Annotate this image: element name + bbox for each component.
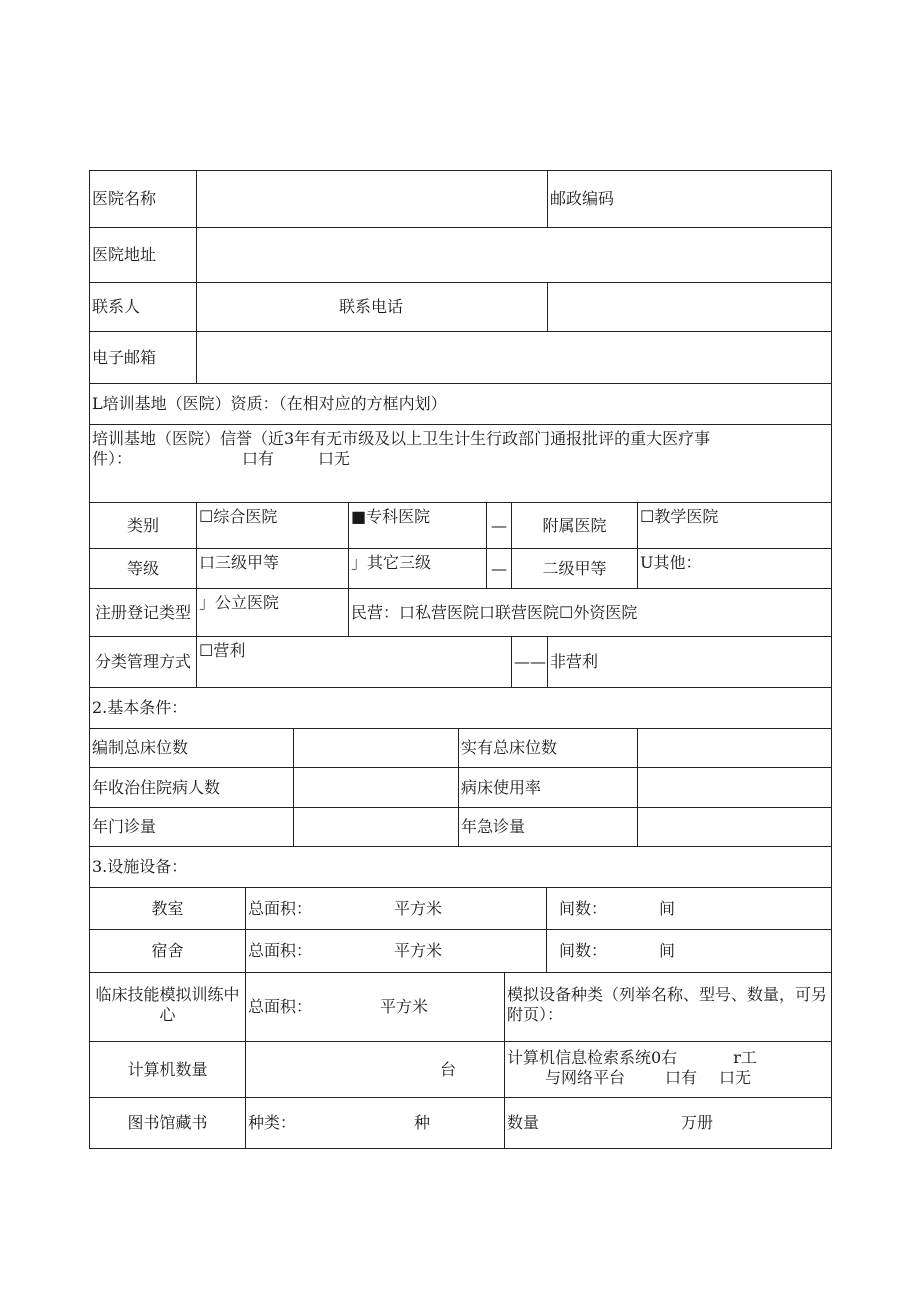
dormitory-label: 宿舍 bbox=[90, 930, 246, 973]
phone-label: 联系电话 bbox=[338, 297, 403, 316]
library-label: 图书馆藏书 bbox=[90, 1098, 246, 1149]
category-general-option[interactable]: ☐综合医院 bbox=[197, 503, 349, 549]
qualification-heading: L培训基地（医院）资质：（在相对应的方框内划） bbox=[90, 384, 832, 425]
library-quantity-label: 数量 bbox=[507, 1113, 540, 1132]
actual-beds-label: 实有总床位数 bbox=[459, 729, 638, 768]
category-teaching-option[interactable]: ☐教学医院 bbox=[638, 503, 832, 549]
category-label: 类别 bbox=[90, 503, 197, 549]
actual-beds-field[interactable] bbox=[638, 729, 832, 768]
bed-usage-field[interactable] bbox=[638, 768, 832, 808]
hospital-name-field[interactable] bbox=[197, 171, 548, 228]
contact-person-field[interactable] bbox=[197, 283, 548, 332]
grade-other3-option[interactable]: 」其它三级 bbox=[349, 549, 487, 589]
dormitory-count-cell[interactable] bbox=[547, 930, 832, 973]
qualification-table bbox=[89, 383, 832, 688]
dormitory-area-cell[interactable] bbox=[246, 930, 547, 973]
retrieval-text-c: 与网络平台 bbox=[545, 1068, 626, 1087]
emergency-visits-field[interactable] bbox=[638, 808, 832, 847]
basic-heading: 2.基本条件： bbox=[90, 688, 832, 729]
grade-2a-option[interactable]: 二级甲等 bbox=[512, 549, 638, 589]
management-profit-option[interactable]: ☐营利 bbox=[197, 637, 512, 688]
category-affiliated-option[interactable]: 附属医院 bbox=[512, 503, 638, 549]
reputation-cell bbox=[90, 425, 832, 503]
email-field[interactable] bbox=[197, 332, 832, 384]
contact-info-table bbox=[89, 170, 832, 384]
outpatients-field[interactable] bbox=[294, 808, 459, 847]
dormitory-count-label: 间数： bbox=[559, 941, 608, 960]
emergency-visits-label: 年急诊量 bbox=[459, 808, 638, 847]
basic-conditions-table bbox=[89, 687, 832, 847]
computer-count-label: 计算机数量 bbox=[90, 1042, 246, 1098]
library-quantity-cell[interactable] bbox=[505, 1098, 832, 1149]
classroom-label: 教室 bbox=[90, 888, 246, 930]
classroom-count-label: 间数： bbox=[559, 898, 608, 918]
grade-other-option[interactable]: U其他： bbox=[638, 549, 832, 589]
library-kinds-unit: 种 bbox=[414, 1113, 431, 1132]
planned-beds-label: 编制总床位数 bbox=[90, 729, 294, 768]
bed-usage-label: 病床使用率 bbox=[459, 768, 638, 808]
retrieval-yes-option[interactable]: 口有 bbox=[665, 1068, 698, 1087]
library-quantity-unit: 万册 bbox=[681, 1113, 714, 1132]
email-label: 电子邮箱 bbox=[90, 332, 197, 384]
address-field[interactable] bbox=[197, 228, 832, 283]
dormitory-count-unit: 间 bbox=[659, 941, 676, 960]
inpatients-label: 年收治住院病人数 bbox=[90, 768, 294, 808]
reputation-line2-text: 件）： bbox=[92, 449, 133, 468]
grade-dash: — bbox=[487, 549, 512, 589]
retrieval-line1 bbox=[507, 1048, 829, 1068]
library-kinds-label: 种类： bbox=[248, 1113, 297, 1132]
retrieval-no-option[interactable]: 口无 bbox=[719, 1068, 752, 1087]
retrieval-text-b: r工 bbox=[733, 1048, 757, 1067]
reputation-line1: 培训基地（医院）信誉（近3年有无市级及以上卫生计生行政部门通报批评的重大医疗事 bbox=[92, 429, 711, 448]
simulation-area-cell[interactable] bbox=[246, 973, 505, 1042]
registration-private-options[interactable]: 民营：口私营医院口联营医院☐外资医院 bbox=[349, 589, 832, 637]
management-dash: —— bbox=[512, 637, 548, 688]
contact-person-label: 联系人 bbox=[90, 283, 197, 332]
classroom-count-cell[interactable] bbox=[547, 888, 832, 930]
dormitory-area-label: 总面积： bbox=[248, 941, 313, 960]
grade-3a-option[interactable]: 口三级甲等 bbox=[197, 549, 349, 589]
classroom-count-unit: 间 bbox=[659, 898, 676, 918]
grade-label: 等级 bbox=[90, 549, 197, 589]
reputation-yes-option[interactable]: 口有 bbox=[242, 449, 275, 468]
retrieval-text-a: 计算机信息检索系统0右 bbox=[507, 1048, 678, 1067]
library-kinds-cell[interactable] bbox=[246, 1098, 505, 1149]
outpatients-label: 年门诊量 bbox=[90, 808, 294, 847]
address-label: 医院地址 bbox=[90, 228, 197, 283]
inpatients-field[interactable] bbox=[294, 768, 459, 808]
category-dash: — bbox=[487, 503, 512, 549]
computer-count-field[interactable] bbox=[246, 1042, 505, 1098]
reputation-line2 bbox=[92, 449, 829, 469]
registration-public-option[interactable]: 」公立医院 bbox=[197, 589, 349, 637]
postal-code-label: 邮政编码 bbox=[548, 171, 832, 228]
simulation-area-unit: 平方米 bbox=[380, 997, 429, 1016]
management-nonprofit-option[interactable]: 非营利 bbox=[548, 637, 832, 688]
hospital-name-label: 医院名称 bbox=[90, 171, 197, 228]
planned-beds-field[interactable] bbox=[294, 729, 459, 768]
facilities-table bbox=[89, 846, 832, 1149]
dormitory-area-unit: 平方米 bbox=[394, 941, 443, 960]
simulation-label: 临床技能模拟训练中心 bbox=[90, 973, 246, 1042]
category-specialty-option[interactable]: ■专科医院 bbox=[349, 503, 487, 549]
management-label: 分类管理方式 bbox=[90, 637, 197, 688]
phone-field[interactable] bbox=[548, 283, 832, 332]
classroom-area-unit: 平方米 bbox=[394, 898, 443, 918]
computer-count-unit: 台 bbox=[439, 1059, 456, 1079]
reputation-no-option[interactable]: 口无 bbox=[318, 449, 351, 468]
simulation-equipment-cell[interactable]: 模拟设备种类（列举名称、型号、数量，可另附页）： bbox=[505, 973, 832, 1042]
retrieval-line2 bbox=[507, 1068, 829, 1088]
simulation-area-label: 总面积： bbox=[248, 997, 313, 1016]
retrieval-system-cell bbox=[505, 1042, 832, 1098]
classroom-area-label: 总面积： bbox=[248, 898, 313, 918]
registration-label: 注册登记类型 bbox=[90, 589, 197, 637]
facilities-heading: 3.设施设备： bbox=[90, 847, 832, 888]
classroom-area-cell[interactable] bbox=[246, 888, 547, 930]
